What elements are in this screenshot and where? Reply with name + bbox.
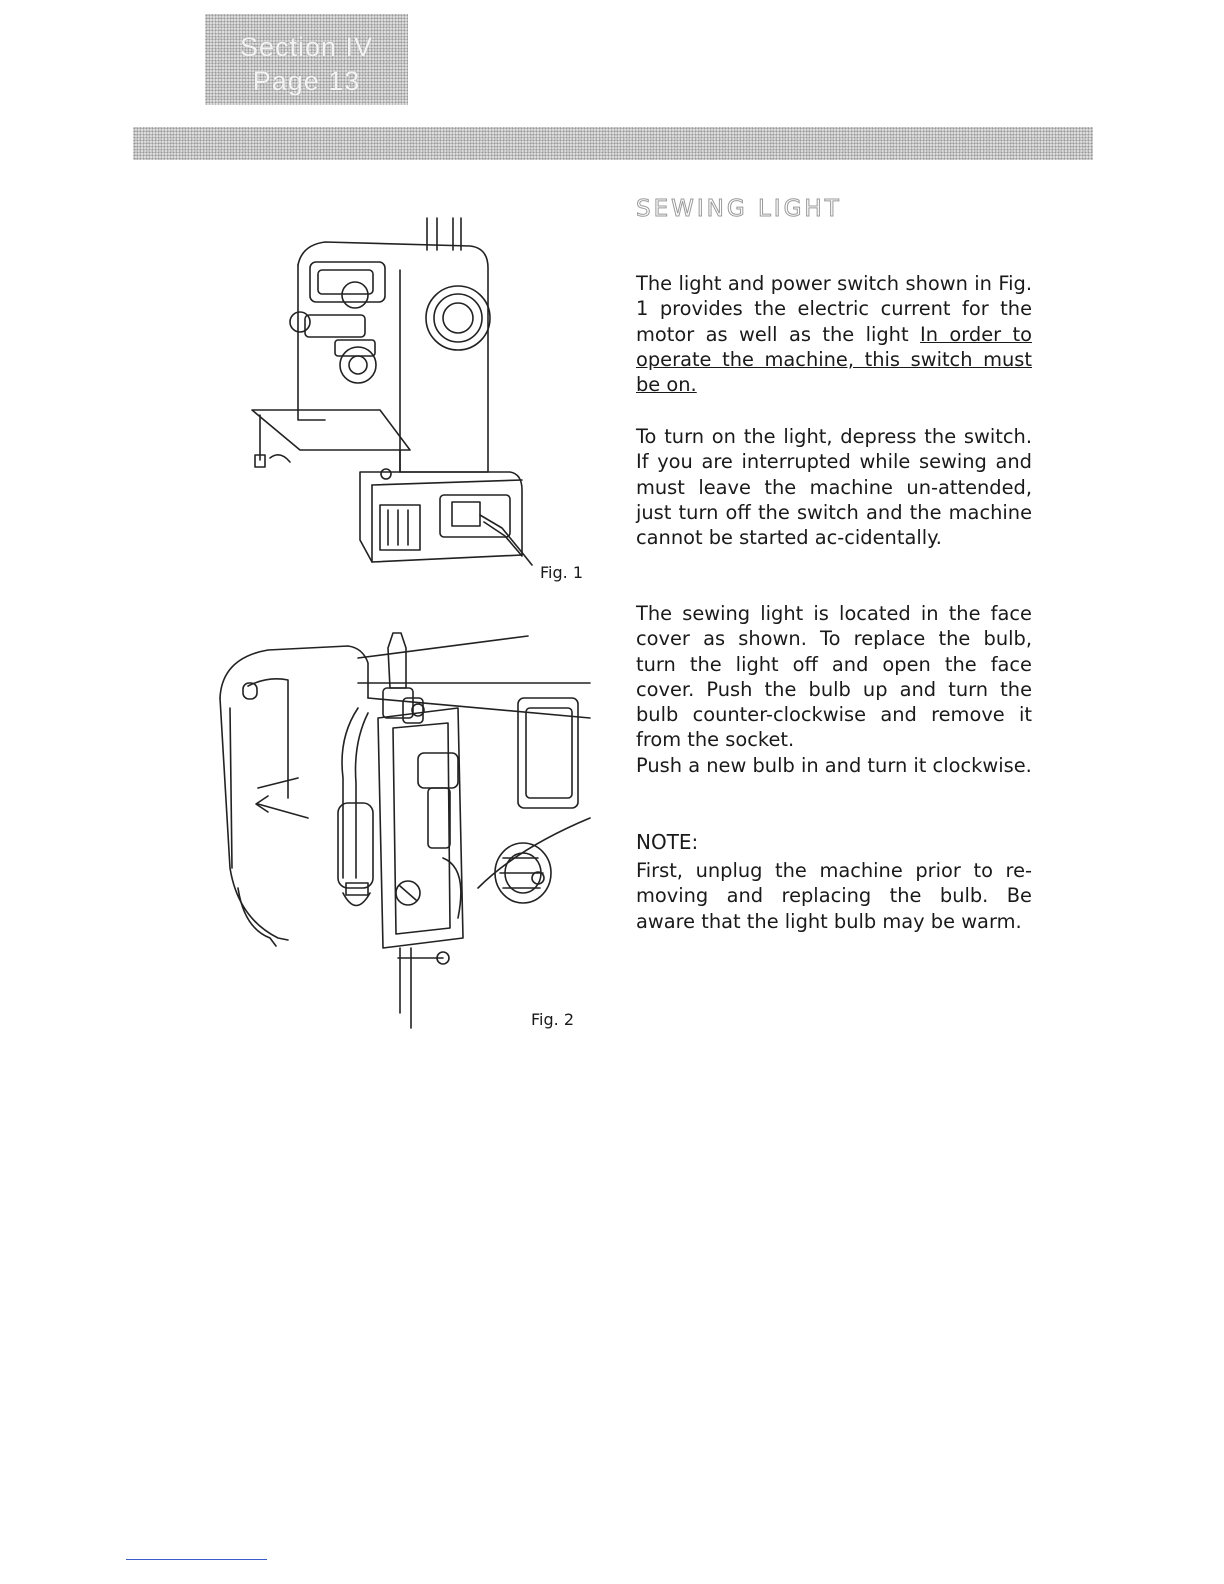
face-cover-light-illustration: [208, 628, 598, 1038]
paragraph-switch-emphasis: In order to operate the machine, this switch must be on.: [636, 322, 1032, 397]
note-text: First, unplug the machine prior to re-moving and replacing the bulb. Be aware that the light bulb may be warm.: [636, 859, 1032, 933]
sewing-machine-switch-illustration: [240, 210, 540, 580]
header-band: [133, 127, 1093, 160]
paragraph-turn-on: To turn on the light, depress the switch. If you are interrupted while sewing and must leave the machine un-attended, just turn off the switch and the machine cannot be started ac-cidentally.: [636, 425, 1032, 550]
page-title: SEWING LIGHT: [636, 196, 842, 222]
page-label: Page 13: [252, 66, 361, 96]
paragraph-switch-intro: [636, 271, 1032, 397]
paragraph-new-bulb-text: Push a new bulb in and turn it clockwise.: [636, 753, 1032, 777]
fig1-caption: Fig. 1: [540, 563, 583, 582]
paragraph-switch-text: The light and power switch shown in Fig. 1 provides the electric current for the motor as well as the light: [636, 272, 1032, 346]
section-page-box: [205, 14, 408, 105]
section-label: Section IV: [239, 32, 374, 62]
note-heading: NOTE:: [636, 830, 699, 854]
footer-rule: [126, 1559, 267, 1560]
paragraph-replace-bulb: [636, 601, 1032, 778]
fig2-caption: Fig. 2: [531, 1010, 574, 1029]
paragraph-replace-bulb-text: The sewing light is located in the face cover as shown. To replace the bulb, turn the light off and open the face cover. Push the bulb up and turn the bulb counter-clockwise and remove it from the socket.: [636, 602, 1032, 752]
